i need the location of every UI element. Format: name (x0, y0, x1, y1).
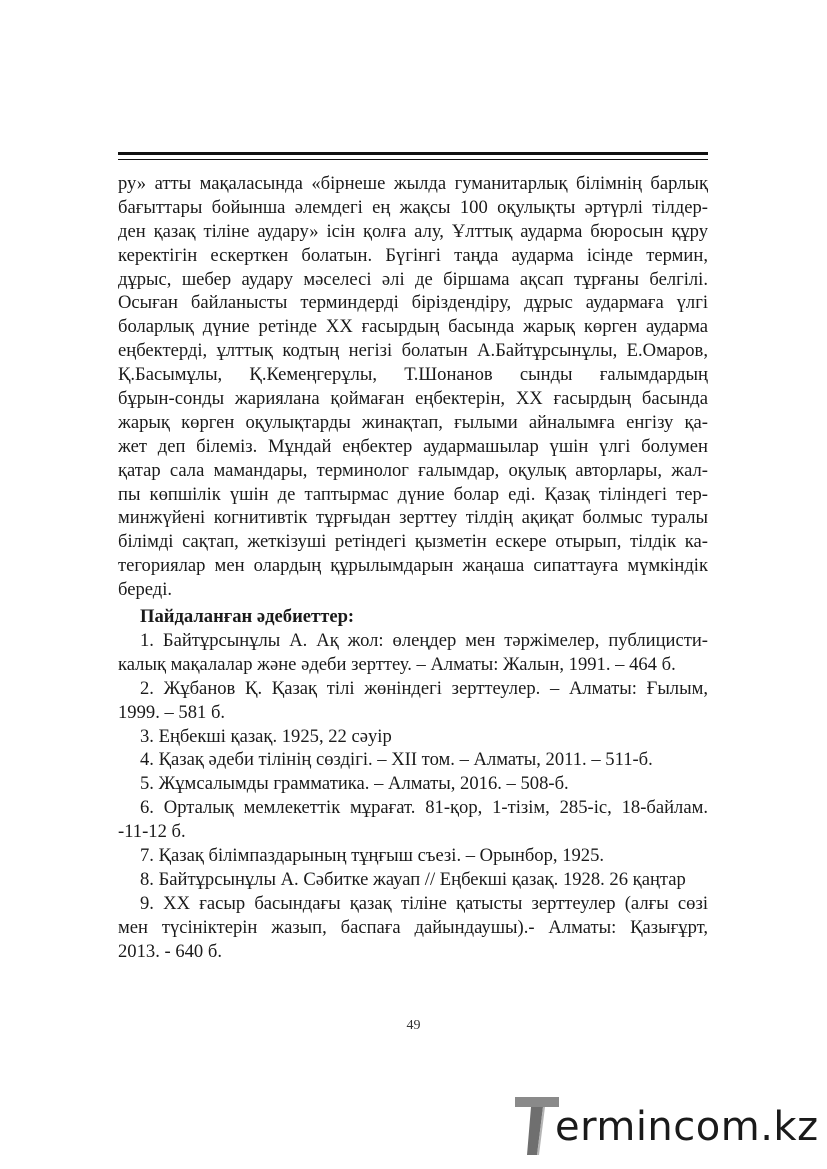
header-rule-thin (118, 159, 708, 160)
reference-line: 2. Жұбанов Қ. Қазақ тілі жөніндегі зерттеулер. – Алматы: Ғылым, (140, 677, 708, 699)
body-line: жарық көрген оқулықтарды жинақтап, ғылыми айналымға енгізу қа- (118, 411, 708, 433)
body-line: тегориялар мен олардың құрылымдарын жаңаша сипаттауға мүмкіндік (118, 555, 708, 577)
body-line: қатар сала мамандары, терминолог ғалымдар, оқулық авторлары, жал- (118, 459, 708, 481)
reference-line: 4. Қазақ әдеби тілінің сөздігі. – XII том. – Алматы, 2011. – 511-б. (140, 749, 653, 771)
page-number: 49 (406, 1018, 421, 1033)
header-rule-thick (118, 152, 708, 155)
references-list (118, 629, 708, 963)
reference-line: 8. Байтұрсынұлы А. Сәбитке жауап // Еңбекші қазақ. 1928. 26 қаңтар (140, 868, 686, 890)
body-line: береді. (118, 579, 173, 601)
reference-line: 2013. - 640 б. (118, 940, 222, 962)
body-line: дұрыс, шебер аудару мәселесі әлі де біршама ақсап тұрғаны белгілі. (118, 268, 708, 290)
reference-line: 6. Орталық мемлекеттік мұрағат. 81-қор, 1-тізім, 285-іс, 18-байлам. (140, 797, 708, 819)
body-line: ден қазақ тіліне аудару» ісін қолға алу, Ұлттық аударма бюросын құру (118, 220, 708, 242)
body-line: бағыттары бойынша әлемдегі ең жақсы 100 оқулықты әртүрлі тілдер- (118, 196, 708, 218)
reference-line: 5. Жұмсалымды грамматика. – Алматы, 2016. – 508-б. (140, 773, 569, 795)
reference-line: мен түсініктерін жазып, баспаға дайындаушы).- Алматы: Қазығұрт, (118, 916, 708, 938)
body-line: жет деп білеміз. Мұндай еңбектер аудармашылар үшін үлгі болумен (118, 435, 708, 457)
body-paragraph (118, 172, 708, 602)
body-line: бұрын-сонды жариялана қоймаған еңбектерін, XX ғасырдың басында (118, 388, 708, 410)
body-line: боларлық дүние ретінде XX ғасырдың басында жарық көрген аударма (118, 316, 708, 338)
reference-line: 1. Байтұрсынұлы А. Ақ жол: өлеңдер мен тәржімелер, публицисти- (140, 630, 708, 651)
reference-line: -11-12 б. (118, 821, 186, 843)
termincom-watermark (515, 1097, 819, 1157)
body-line: пы көпшілік үшін де таптырмас дүние болар еді. Қазақ тіліндегі тер- (118, 483, 708, 505)
body-line: ру» атты мақаласында «бірнеше жылда гуманитарлық білімнің барлық (118, 173, 708, 194)
reference-line: 1999. – 581 б. (118, 701, 226, 723)
reference-line: калық мақалалар және әдеби зерттеу. – Алматы: Жалын, 1991. – 464 б. (118, 653, 676, 675)
body-line: білімді сақтап, жеткізуші ретіндегі қызметін ескере отырып, тілдік ка- (118, 531, 708, 553)
reference-line: 9. XX ғасыр басындағы қазақ тіліне қатысты зерттеулер (алғы сөзі (140, 892, 708, 914)
watermark-text: ermincom.kz (555, 1104, 819, 1150)
reference-line: 7. Қазақ білімпаздарының тұңғыш съезі. – Орынбор, 1925. (140, 845, 605, 867)
body-line: еңбектерді, ұлттық кодтың негізі болатын А.Байтұрсынұлы, Е.Омаров, (118, 340, 708, 362)
reference-line: 3. Еңбекші қазақ. 1925, 22 сәуір (140, 725, 392, 747)
body-line: керектігін ескерткен болатын. Бүгінгі таңда аударма ісінде термин, (118, 244, 708, 266)
body-line: минжүйені когнитивтік тұрғыдан зерттеу тілдің ақиқат болмыс туралы (118, 507, 708, 529)
body-line: Қ.Басымұлы, Қ.Кемеңгерұлы, Т.Шонанов сынды ғалымдардың (118, 364, 708, 386)
references-heading: Пайдаланған әдебиеттер: (140, 606, 355, 627)
body-line: Осыған байланысты терминдерді біріздендіру, дұрыс аудармаға үлгі (118, 292, 708, 314)
